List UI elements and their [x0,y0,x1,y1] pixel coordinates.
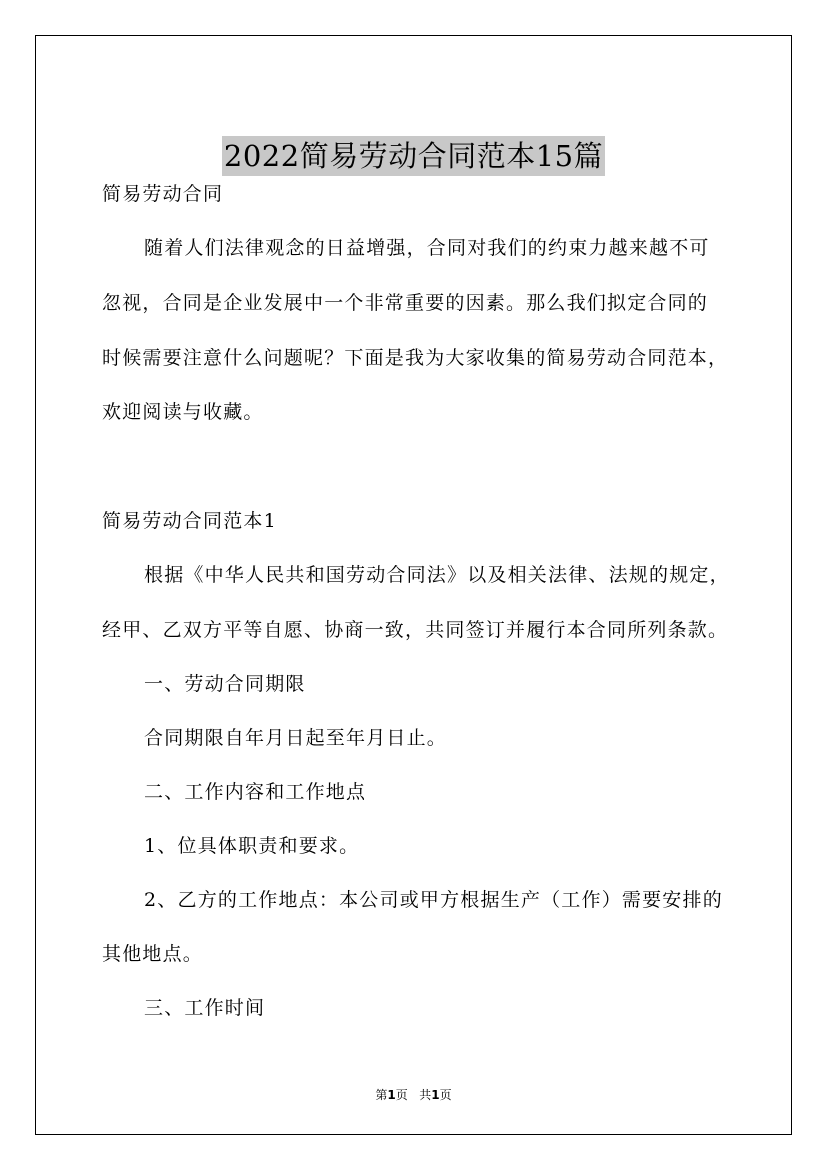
footer-page-unit: 页 [395,1088,408,1102]
body-line-2: 经甲、乙双方平等自愿、协商一致，共同签订并履行本合同所列条款。 [102,619,729,641]
footer-total-unit: 页 [439,1088,452,1102]
footer-total-pages: 1 [431,1088,440,1102]
section-heading: 简易劳动合同 [102,183,224,205]
clause-2-heading: 二、工作内容和工作地点 [144,781,367,803]
clause-2-item-1: 1、位具体职责和要求。 [144,835,360,857]
intro-line-1: 随着人们法律观念的日益增强，合同对我们的约束力越来越不可 [144,237,710,259]
document-title-block [36,136,791,176]
contract-heading: 简易劳动合同范本1 [102,510,277,532]
footer-page-current: 1 [387,1088,396,1102]
intro-line-3: 时候需要注意什么问题呢？下面是我为大家收集的简易劳动合同范本， [102,347,729,369]
intro-line-4: 欢迎阅读与收藏。 [102,401,264,423]
document-page [35,35,792,1135]
clause-2-item-2-cont: 其他地点。 [102,943,204,965]
clause-1-heading: 一、劳动合同期限 [144,673,306,695]
page-footer [36,1086,791,1103]
footer-total-prefix: 共 [419,1088,432,1102]
clause-2-item-2: 2、乙方的工作地点：本公司或甲方根据生产（工作）需要安排的 [144,889,723,911]
clause-3-heading: 三、工作时间 [144,997,266,1019]
intro-line-2: 忽视，合同是企业发展中一个非常重要的因素。那么我们拟定合同的 [102,292,709,314]
clause-1-text: 合同期限自年月日起至年月日止。 [144,727,448,749]
footer-page-prefix: 第 [375,1088,388,1102]
document-title: 2022简易劳动合同范本15篇 [222,136,605,176]
body-line-1: 根据《中华人民共和国劳动合同法》以及相关法律、法规的规定， [144,564,730,586]
